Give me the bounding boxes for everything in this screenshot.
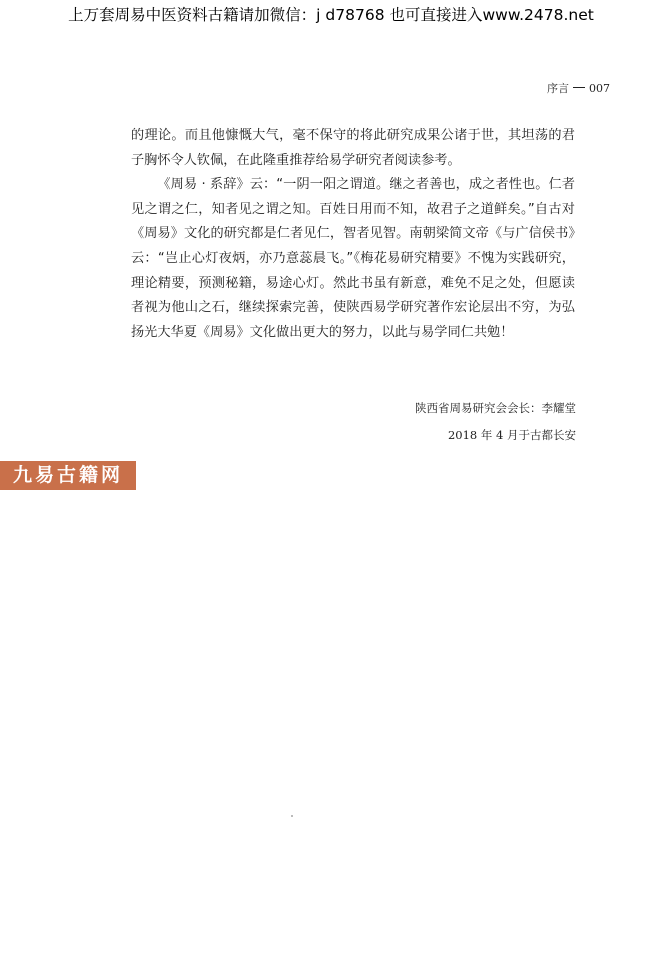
paragraph-1: 的理论。而且他慷慨大气，毫不保守的将此研究成果公诸于世，其坦荡的君子胸怀令人钦佩，在此隆重推荐给易学研究者阅读参考。 [131, 128, 575, 168]
running-head [547, 80, 610, 96]
page-number: 007 [589, 82, 610, 95]
top-banner: 上万套周易中医资料古籍请加微信：j d78768 也可直接进入www.2478.net [68, 6, 594, 24]
watermark-badge: 九易古籍网 [0, 461, 136, 490]
running-head-rule [573, 87, 585, 88]
scan-speck [291, 815, 293, 817]
signature-date: 2018 年 4 月于古都长安 [447, 428, 576, 442]
signature-author: 陕西省周易研究会会长：李耀堂 [415, 401, 576, 415]
running-head-section: 序言 [547, 82, 569, 95]
paragraph-2: 《周易 · 系辞》云：“一阴一阳之谓道。继之者善也，成之者性也。仁者见之谓之仁，知者见之谓之知。百姓日用而不知，故君子之道鲜矣。”自古对《周易》文化的研究都是仁者见仁，智者见智。南朝梁简文帝《与广信侯书》云：“岂止心灯夜炳，亦乃意蕊晨飞。”《梅花易研究精要》不愧为实践研究，理论精要，预测秘籍，易途心灯。然此书虽有新意，难免不足之处，但愿读者视为他山之石，继续探索完善，使陕西易学研究著作宏论层出不穷，为弘扬光大华夏《周易》文化做出更大的努力，以此与易学同仁共勉！ [131, 177, 575, 340]
body-text [131, 124, 575, 345]
